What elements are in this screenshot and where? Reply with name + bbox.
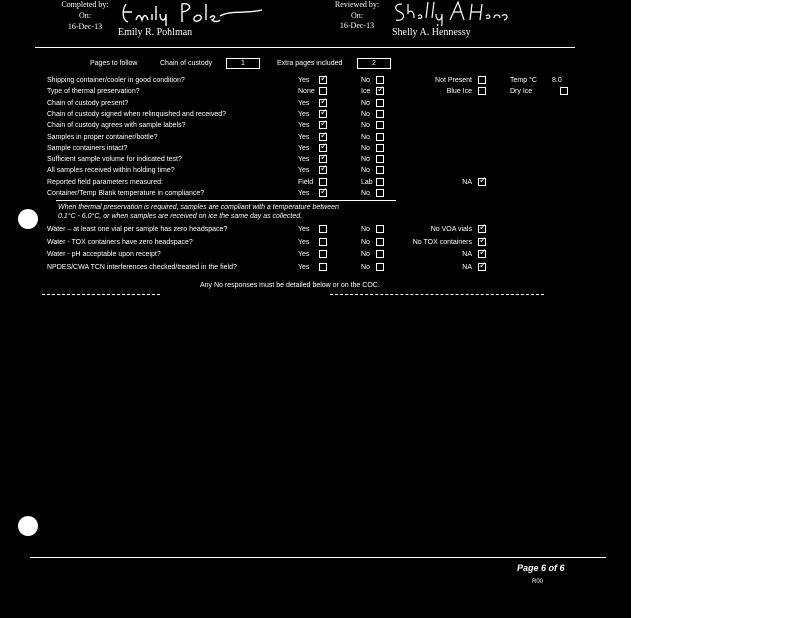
question-text: Container/Temp Blank temperature in compliance?	[47, 190, 205, 197]
answer-label: None	[298, 88, 315, 96]
extra-pages-count: 2	[357, 58, 391, 69]
answer-checkbox[interactable]	[376, 99, 384, 107]
answer-label: Yes	[298, 264, 310, 272]
answer-label: Yes	[298, 77, 310, 84]
reviewed-name: Shelly A. Hennessy	[392, 27, 471, 38]
extra-label: Not Present	[435, 77, 472, 84]
reviewed-on-label: On:	[351, 11, 363, 20]
answer-checkbox[interactable]	[376, 87, 384, 95]
answer-label: No	[361, 264, 370, 272]
question-text: Water - TOX containers have zero headspace?	[47, 238, 193, 246]
answer-checkbox[interactable]	[319, 263, 327, 271]
answer-label: No	[361, 190, 370, 197]
answer-checkbox[interactable]	[376, 178, 384, 186]
extra-label: No VOA vials	[430, 226, 472, 233]
answer-checkbox[interactable]	[376, 166, 384, 174]
answer-checkbox[interactable]	[376, 76, 384, 84]
answer-label: Yes	[298, 144, 310, 152]
note-line: When thermal preservation is required, samples are compliant with a temperature between	[58, 204, 339, 211]
footer-divider	[30, 557, 606, 558]
answer-label: No	[361, 99, 370, 107]
extra-checkbox[interactable]	[478, 238, 486, 246]
answer-label: No	[361, 251, 370, 259]
extra-label: No TOX containers	[412, 238, 472, 246]
extra2-label: Temp °C	[510, 77, 537, 84]
answer-label: No	[361, 110, 370, 118]
answer-label: Yes	[298, 110, 310, 118]
question-text: Water - pH acceptable upon receipt?	[47, 251, 161, 259]
reviewed-date: 16-Dec-13	[339, 21, 375, 30]
answer-checkbox[interactable]	[376, 144, 384, 152]
question-text: Chain of custody agrees with sample labels?	[47, 122, 186, 130]
comment-line-left	[42, 294, 160, 295]
punch-hole-top	[18, 209, 38, 229]
answer-checkbox[interactable]	[376, 225, 384, 233]
completed-name: Emily R. Pohlman	[118, 27, 193, 38]
header-divider	[35, 47, 575, 48]
question-text: Samples in proper container/bottle?	[47, 133, 158, 141]
answer-label: No	[361, 77, 370, 84]
punch-hole-bottom	[18, 516, 38, 536]
answer-label: Lab	[361, 178, 373, 186]
note-top-rule	[56, 200, 396, 201]
question-text: Water – at least one vial per sample has zero headspace?	[47, 226, 228, 233]
answer-checkbox[interactable]	[376, 189, 384, 197]
note-line: 0.1°C - 6.0°C, or when samples are received on ice the same day as collected.	[58, 213, 303, 220]
answer-label: No	[361, 156, 370, 164]
question-text: All samples received within holding time?	[47, 167, 175, 175]
extra-checkbox[interactable]	[478, 178, 486, 186]
answer-checkbox[interactable]	[376, 110, 384, 118]
temperature-value: 8.0	[552, 77, 562, 84]
comment-line-right	[330, 294, 544, 295]
question-text: Shipping container/cooler in good condition?	[47, 77, 185, 84]
answer-checkbox[interactable]	[376, 155, 384, 163]
answer-checkbox[interactable]	[376, 263, 384, 271]
chain-of-custody-count: 1	[226, 58, 260, 69]
completed-signature	[120, 0, 270, 26]
answer-label: Ice	[361, 88, 371, 96]
answer-checkbox[interactable]	[376, 238, 384, 246]
answer-label: No	[361, 226, 370, 233]
answer-checkbox[interactable]	[376, 121, 384, 129]
answer-checkbox[interactable]	[319, 225, 327, 233]
answer-label: Yes	[298, 190, 310, 197]
answer-checkbox[interactable]	[319, 144, 327, 152]
dry-ice-checkbox[interactable]	[560, 87, 568, 95]
answer-checkbox[interactable]	[376, 250, 384, 258]
answer-checkbox[interactable]	[319, 121, 327, 129]
extra-label: NA	[462, 178, 472, 186]
question-text: NPDES/CWA TCN interferences checked/treated in the field?	[47, 264, 237, 272]
answer-label: Yes	[298, 99, 310, 107]
answer-label: Yes	[298, 156, 310, 164]
extra-checkbox[interactable]	[478, 250, 486, 258]
answer-checkbox[interactable]	[319, 189, 327, 197]
answer-checkbox[interactable]	[319, 155, 327, 163]
question-text: Sufficient sample volume for indicated test?	[47, 156, 182, 164]
answer-checkbox[interactable]	[319, 87, 327, 95]
page-number: Page 6 of 6	[517, 563, 565, 573]
answer-label: Yes	[298, 238, 310, 246]
extra-checkbox[interactable]	[478, 263, 486, 271]
answer-label: Yes	[298, 251, 310, 259]
footer-note: Any No responses must be detailed below or on the COC.	[200, 282, 380, 289]
question-text: Type of thermal preservation?	[47, 88, 140, 96]
answer-label: No	[361, 133, 370, 141]
completed-on-label: On:	[79, 11, 91, 20]
pages-to-follow-label: Pages to follow	[90, 60, 138, 67]
answer-label: Field	[298, 178, 314, 186]
extra-pages-label: Extra pages included	[277, 60, 343, 67]
answer-label: Yes	[298, 226, 310, 233]
answer-checkbox[interactable]	[319, 178, 327, 186]
question-text: Sample containers intact?	[47, 144, 128, 152]
question-text: Chain of custody present?	[47, 99, 129, 107]
answer-label: No	[361, 167, 370, 175]
question-text: Chain of custody signed when relinquished and received?	[47, 110, 227, 118]
answer-checkbox[interactable]	[319, 110, 327, 118]
page-code: R00	[532, 579, 544, 585]
answer-checkbox[interactable]	[376, 133, 384, 141]
extra-label: NA	[462, 251, 472, 259]
answer-label: No	[361, 144, 370, 152]
answer-label: No	[361, 122, 370, 130]
answer-checkbox[interactable]	[319, 133, 327, 141]
answer-label: Yes	[298, 122, 310, 130]
answer-checkbox[interactable]	[319, 99, 327, 107]
answer-checkbox[interactable]	[319, 238, 327, 246]
answer-checkbox[interactable]	[319, 76, 327, 84]
completed-by-label: Completed by:	[61, 0, 109, 9]
extra-checkbox[interactable]	[478, 87, 486, 95]
answer-checkbox[interactable]	[319, 250, 327, 258]
reviewed-by-label: Reviewed by:	[334, 0, 380, 9]
answer-label: No	[361, 238, 370, 246]
extra-label: NA	[462, 264, 472, 272]
extra2-label: Dry Ice	[510, 88, 533, 96]
answer-label: Yes	[298, 167, 310, 175]
completed-date: 16-Dec-13	[67, 22, 103, 31]
chain-of-custody-label: Chain of custody	[160, 60, 213, 67]
question-text: Reported field parameters measured:	[47, 178, 163, 186]
answer-checkbox[interactable]	[319, 166, 327, 174]
answer-label: Yes	[298, 133, 310, 141]
extra-checkbox[interactable]	[478, 225, 486, 233]
extra-label: Blue Ice	[446, 88, 472, 96]
extra-checkbox[interactable]	[478, 76, 486, 84]
reviewed-signature	[392, 0, 512, 26]
